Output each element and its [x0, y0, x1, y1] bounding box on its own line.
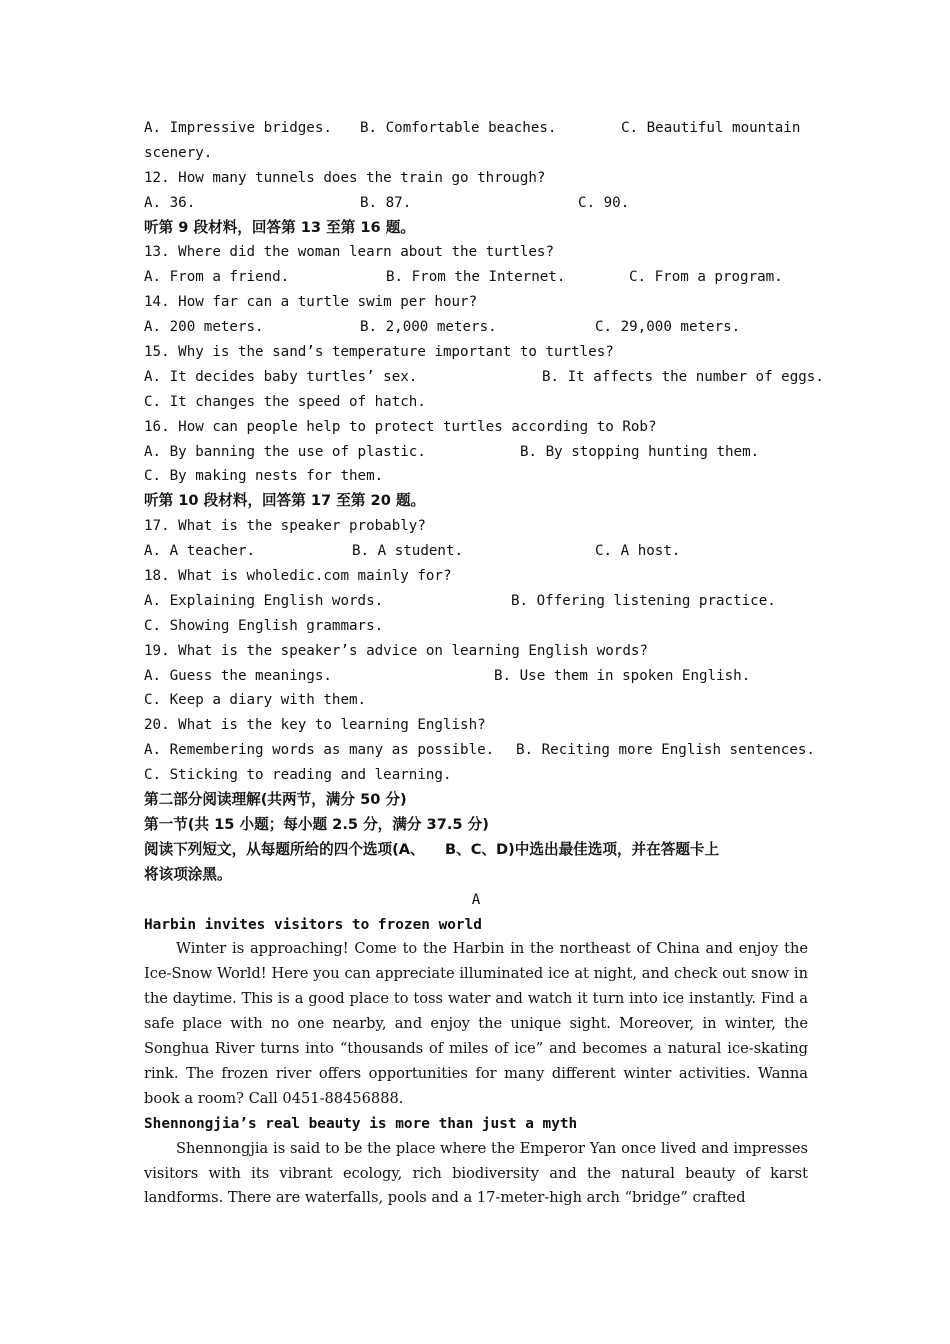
q13-option-b: B. From the Internet. — [386, 269, 566, 286]
q18-options — [144, 589, 808, 614]
exam-page — [144, 116, 824, 1211]
q15-question: 15. Why is the sand’s temperature important to turtles? — [144, 344, 614, 361]
passage-label: A — [471, 891, 481, 908]
q12-option-c: C. 90. — [578, 194, 630, 211]
q11-options — [144, 116, 808, 141]
q11-option-c: C. Beautiful mountain — [621, 120, 801, 136]
q19-option-a: A. Guess the meanings. — [144, 667, 332, 684]
q11-option-b: B. Comfortable beaches. — [360, 120, 557, 136]
q15-option-b: B. It affects the number of eggs. — [542, 368, 824, 385]
q13-option-a: A. From a friend. — [144, 269, 290, 286]
section-9-heading: 听第 9 段材料，回答第 13 至第 16 题。 — [144, 218, 415, 236]
q20-option-b: B. Reciting more English sentences. — [516, 742, 815, 759]
q14-options — [144, 315, 808, 340]
q16-option-c: C. By making nests for them. — [144, 468, 384, 485]
q19-option-b: B. Use them in spoken English. — [494, 667, 751, 684]
q17-option-c: C. A host. — [595, 543, 681, 560]
section-10-heading: 听第 10 段材料，回答第 17 至第 20 题。 — [144, 492, 426, 510]
q19-options — [144, 664, 808, 689]
q16-option-b: B. By stopping hunting them. — [520, 443, 760, 460]
q18-option-c: C. Showing English grammars. — [144, 617, 384, 634]
q19-option-c: C. Keep a diary with them. — [144, 692, 367, 709]
q11-option-c-continued: scenery. — [144, 144, 213, 161]
passage-paragraph-harbin: Winter is approaching! Come to the Harbin in the northeast of China and enjoy the Ice-Snow World! Here you can appreciate illuminated ice at night, and check out snow in the daytime. This is a good place to toss water and watch it turn into ice instantly. Find a safe place with no one nearby, and enjoy the unique sight. Moreover, in winter, the Songhua River turns into “thousands of miles of ice” and becomes a natural ice-skating rink. The frozen river offers opportunities for many different winter activities. Wanna book a room? Call 0451-88456888. — [144, 940, 808, 1107]
q16-option-a: A. By banning the use of plastic. — [144, 443, 426, 460]
passage-heading-shennongjia: Shennongjia’s real beauty is more than just a myth — [144, 1115, 578, 1132]
q14-option-a: A. 200 meters. — [144, 319, 264, 336]
q14-option-b: B. 2,000 meters. — [360, 319, 497, 336]
passage-paragraph-shennongjia: Shennongjia is said to be the place where the Emperor Yan once lived and impresses visitors with its vibrant ecology, rich biodiversity and the natural beauty of karst landforms. There are waterfalls, pools and a 17-meter-high arch “bridge” crafted — [144, 1139, 808, 1207]
q15-option-a: A. It decides baby turtles’ sex. — [144, 368, 418, 385]
q17-question: 17. What is the speaker probably? — [144, 518, 426, 535]
q12-options — [144, 191, 808, 216]
q16-question: 16. How can people help to protect turtles according to Rob? — [144, 418, 657, 435]
passage-heading-harbin: Harbin invites visitors to frozen world — [144, 916, 482, 933]
part2-title: 第二部分阅读理解(共两节，满分 50 分) — [144, 791, 407, 809]
q14-question: 14. How far can a turtle swim per hour? — [144, 294, 478, 311]
part2-instruction-line1: 阅读下列短文，从每题所给的四个选项(A、 B、C、D)中选出最佳选项，并在答题卡上 — [144, 840, 720, 858]
q14-option-c: C. 29,000 meters. — [595, 319, 741, 336]
q13-options — [144, 265, 808, 290]
q11-option-a: A. Impressive bridges. — [144, 120, 332, 136]
q20-options — [144, 738, 815, 763]
q13-question: 13. Where did the woman learn about the turtles? — [144, 244, 554, 261]
part2-section1: 第一节(共 15 小题；每小题 2.5 分，满分 37.5 分) — [144, 815, 489, 833]
q12-option-b: B. 87. — [360, 194, 412, 211]
q20-question: 20. What is the key to learning English? — [144, 717, 486, 734]
q20-option-a: A. Remembering words as many as possible. — [144, 742, 495, 759]
q17-option-a: A. A teacher. — [144, 543, 256, 560]
q18-option-a: A. Explaining English words. — [144, 592, 384, 609]
q19-question: 19. What is the speaker’s advice on learning English words? — [144, 642, 648, 659]
q15-option-c: C. It changes the speed of hatch. — [144, 393, 426, 410]
q17-option-b: B. A student. — [352, 543, 464, 560]
q12-option-a: A. 36. — [144, 194, 196, 211]
q18-question: 18. What is wholedic.com mainly for? — [144, 568, 452, 585]
q17-options — [144, 539, 808, 564]
part2-instruction-line2: 将该项涂黑。 — [144, 865, 232, 883]
q12-question: 12. How many tunnels does the train go through? — [144, 169, 546, 186]
q18-option-b: B. Offering listening practice. — [511, 592, 776, 609]
q20-option-c: C. Sticking to reading and learning. — [144, 767, 452, 784]
q16-options — [144, 440, 808, 465]
q13-option-c: C. From a program. — [629, 269, 783, 286]
q15-options — [144, 365, 824, 390]
